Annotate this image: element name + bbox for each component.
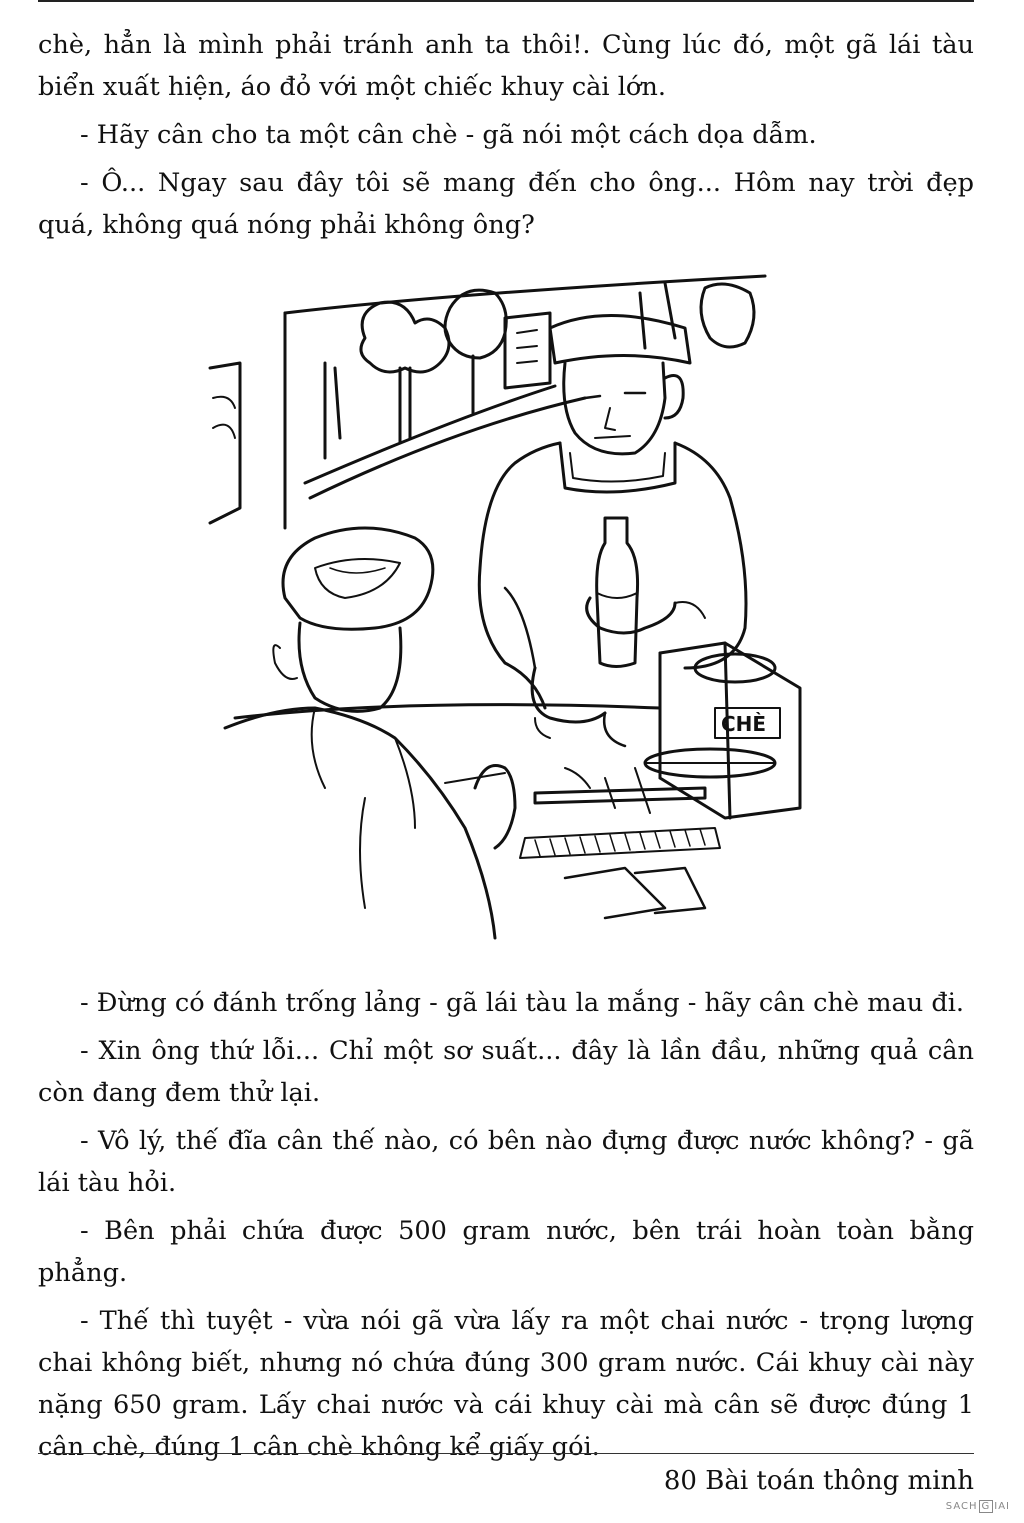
watermark-text-left: SACH [945,1501,978,1512]
scale-drawing [520,749,775,918]
text-block-top [38,24,974,252]
paragraph: - Hãy cân cho ta một cân chè - gã nói một cách dọa dẫm. [80,120,817,150]
footer-rule [38,1453,974,1454]
trees-drawing [325,283,754,458]
paragraph: - Xin ông thứ lỗi... Chỉ một sơ suất... đây là lần đầu, những quả cân còn đang đem thử lại. [38,1036,974,1108]
customer-drawing [225,528,515,938]
watermark-logo [946,1500,1010,1513]
text-block-bottom [38,982,974,1474]
watermark-text-right: IAI [994,1501,1010,1512]
paragraph: chè, hẳn là mình phải tránh anh ta thôi!. Cùng lúc đó, một gã lái tàu biển xuất hiện, áo đỏ với một chiếc khuy cài lớn. [38,30,974,102]
paragraph: - Ô... Ngay sau đây tôi sẽ mang đến cho ông... Hôm nay trời đẹp quá, không quá nóng phải không ông? [38,168,974,240]
paragraph: - Thế thì tuyệt - vừa nói gã vừa lấy ra một chai nước - trọng lượng chai không biết, nhưng nó chứa đúng 300 gram nước. Cái khuy cài này nặng 650 gram. Lấy chai nước và cái khuy cài mà cân sẽ được đúng 1 cân chè, đúng 1 cân chè không kể giấy gói. [38,1306,974,1462]
top-rule [38,0,974,2]
paragraph: - Vô lý, thế đĩa cân thế nào, có bên nào đựng được nước không? - gã lái tàu hỏi. [38,1126,974,1198]
paragraph: - Bên phải chứa được 500 gram nước, bên trái hoàn toàn bằng phẳng. [38,1216,974,1288]
tea-box-drawing [660,643,800,818]
footer-book-title: 80 Bài toán thông minh [663,1466,974,1496]
sailor-drawing [479,316,746,747]
watermark-text-mid: G [979,1500,994,1513]
paragraph: - Đừng có đánh trống lảng - gã lái tàu la mắng - hãy cân chè mau đi. [80,988,965,1018]
illustration [205,268,805,953]
tea-box-label: CHÈ [721,712,767,736]
